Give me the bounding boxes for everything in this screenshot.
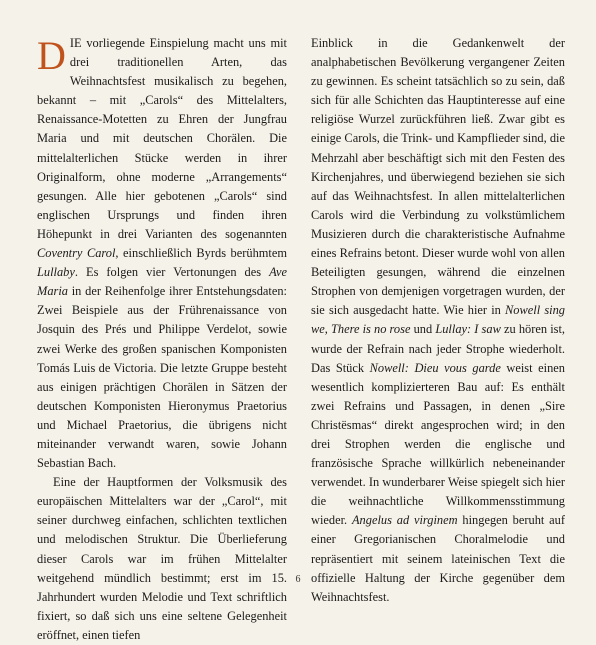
title-lullay-i-saw: Lullay: I saw xyxy=(435,322,501,337)
intro-text: vorliegende Einspielung macht uns mit drei traditionellen Arten, das Weihnachtsfest musikalisch zu begehen, bekannt – mit „Carols“ des Mittelalters, Renaissance-Motetten zu Ehren der Jungfrau Maria und mit deutschen Chorälen. Die mittelalterlichen Stücke werden in ihrer Originalform, ohne moderne „Arrangements“ gesungen. Alle hier gebotenen „Carols“ sind englischen Ursprungs und finden ihren Höhepunkt in drei Varianten des sogenannten xyxy=(37,36,287,241)
title-lullaby: Lullaby xyxy=(37,265,75,280)
title-nowell-sing-we: Nowell sing we xyxy=(311,303,565,337)
continued-text: Einblick in die Gedankenwelt der analphabetischen Bevölkerung vergangener Zeiten zu gewinnen. Es scheint tatsächlich so zu sein, daß sich für alle Schichten das Hauptinteresse auf eine religiöse Wurzel zurückführen ließ. Zwar gibt es einige Carols, die Trink- und Kampflieder sind, die Mehrzahl aber beschäftigt sich mit den Festen des Kirchenjahres, und überwiegend beziehen sie sich auf das Weihnachtsfest. In allen mittelalterlichen Carols wird die Verbindung zu volkstümlichem Musizieren durch die charakteristische Aufnahme eines Refrains betont. Dieser wurde wohl von allen Beteiligten gesungen, während die einzelnen Strophen von demjenigen vorgetragen wurden, der sie sich ausgedacht hatte. Wie hier in xyxy=(311,36,565,318)
title-coventry-carol: Coventry Carol xyxy=(37,246,116,261)
title-angelus-ad-virginem: Angelus ad virginem xyxy=(351,513,458,528)
separator: und xyxy=(410,322,436,337)
continued-text-2: zu hören ist, wurde der Refrain nach jeder Strophe wiederholt. Das Stück xyxy=(311,322,565,375)
page-number: 6 xyxy=(295,574,301,585)
title-there-is-no-rose: There is no rose xyxy=(331,322,411,337)
continued-text-3: weist einen wesentlich komplizierteren Bau auf: Es enthält zwei Refrains und Passagen, in denen „Sire Christësmas“ direkt angesprochen wird; in den drei Strophen werden die englische und französische Sprache willkürlich nebeneinander verwendet. In wunderbarer Weise spiegelt sich hier die weihnachtliche Willkommensstimmung wieder. xyxy=(311,360,565,528)
intro-text-3: . Es folgen vier Vertonungen des xyxy=(74,265,270,280)
paragraph-intro xyxy=(37,34,287,473)
left-column xyxy=(37,34,287,645)
intro-text-2: , einschließlich Byrds berühmtem xyxy=(115,246,287,261)
paragraph-continued xyxy=(311,34,565,607)
title-nowell-dieu-vous-garde: Nowell: Dieu vous garde xyxy=(369,360,501,375)
drop-cap: D xyxy=(37,33,66,78)
intro-text-4: in der Reihenfolge ihrer Entstehungsdaten: Zwei Beispiele aus der Frührenaissance von Josquin des Prés und Philippe Verdelot, sowie zwei Werke des großen spanischen Komponisten Tomás Luis de Victoria. Die letzte Gruppe besteht aus einigen prächtigen Chorälen in Sätzen der deutschen Komponisten Hieronymus Praetorius und Michael Praetorius, die übrigens nicht miteinander verwandt waren, sowie Johann Sebastian Bach. xyxy=(37,284,287,471)
paragraph-carol: Eine der Hauptformen der Volksmusik des europäischen Mittelalters war der „Carol“, mit seiner durchweg einfachen, schlichten textlichen und melodischen Struktur. Die Überlieferung dieser Carols war im frühen Mittelalter weitgehend mündlich bestimmt; erst im 15. Jahrhundert wurden Melodie und Text schriftlich fixiert, so daß sich uns eine seltene Gelegenheit eröffnet, einen tiefen xyxy=(37,475,287,642)
title-ave-maria: Ave Maria xyxy=(37,265,287,299)
separator: , xyxy=(324,322,332,337)
right-column xyxy=(311,34,565,607)
first-word-rest: IE xyxy=(69,36,82,50)
continued-text-4: hingegen beruht auf einer Gregorianischen Choralmelodie und repräsentiert mit seinem lateinischen Text die offizielle Haltung der Kirche gegenüber dem Weihnachtsfest. xyxy=(311,513,566,604)
